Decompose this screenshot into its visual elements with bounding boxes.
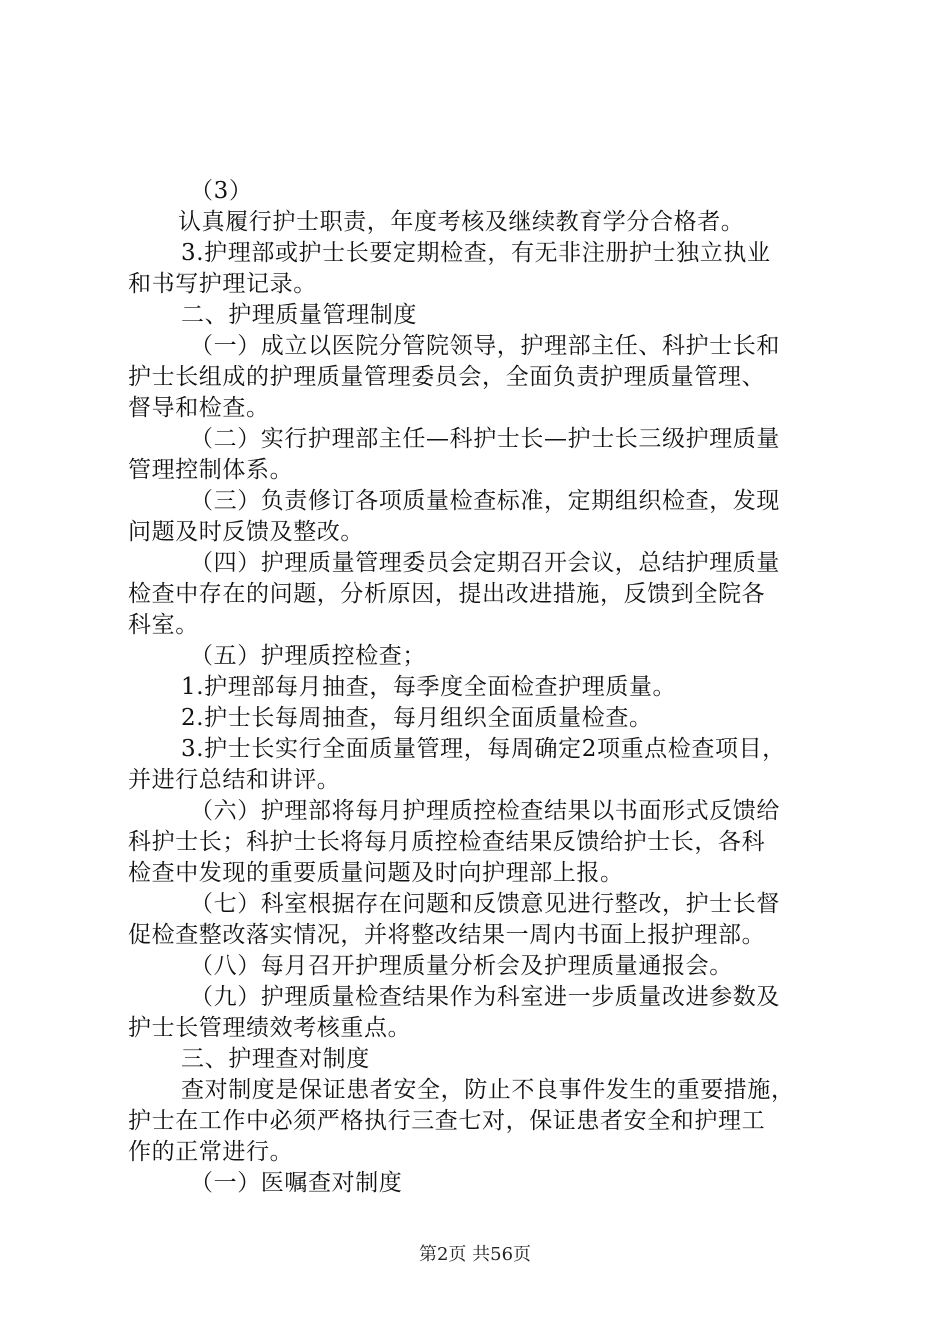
text-line: （四）护理质量管理委员会定期召开会议，总结护理质量: [190, 550, 780, 576]
text-line: 1.护理部每月抽查，每季度全面检查护理质量。: [181, 674, 677, 700]
text-line: （一）医嘱查对制度: [190, 1170, 403, 1196]
text-line: 和书写护理记录。: [128, 271, 317, 297]
text-line: 作的正常进行。: [128, 1139, 294, 1165]
text-line: （五）护理质控检查；: [190, 643, 426, 669]
text-line: 检查中发现的重要质量问题及时向护理部上报。: [128, 860, 624, 886]
text-line: （八）每月召开护理质量分析会及护理质量通报会。: [190, 953, 733, 979]
text-line: 护士长组成的护理质量管理委员会，全面负责护理质量管理、: [128, 364, 766, 390]
page-number-footer: 第2页 共56页: [418, 1244, 532, 1265]
text-line: （3）: [190, 178, 253, 204]
text-line: （七）科室根据存在问题和反馈意见进行整改，护士长督: [190, 891, 780, 917]
text-line: 检查中存在的问题，分析原因，提出改进措施，反馈到全院各: [128, 581, 766, 607]
text-line: 科室。: [128, 612, 199, 638]
text-line: 促检查整改落实情况，并将整改结果一周内书面上报护理部。: [128, 922, 766, 948]
text-line: （二）实行护理部主任—科护士长—护士长三级护理质量: [190, 426, 780, 452]
text-line: 护士长管理绩效考核重点。: [128, 1015, 412, 1041]
text-line: （九）护理质量检查结果作为科室进一步质量改进参数及: [190, 984, 780, 1010]
text-line: 问题及时反馈及整改。: [128, 519, 364, 545]
text-line: 3.护士长实行全面质量管理，每周确定2项重点检查项目，: [181, 736, 786, 762]
text-line: 并进行总结和讲评。: [128, 767, 341, 793]
section-heading: 三、护理查对制度: [181, 1046, 370, 1072]
text-line: （一）成立以医院分管院领导，护理部主任、科护士长和: [190, 333, 780, 359]
text-line: 护士在工作中必须严格执行三查七对，保证患者安全和护理工: [128, 1108, 766, 1134]
section-heading: 二、护理质量管理制度: [181, 302, 417, 328]
text-line: （三）负责修订各项质量检查标准，定期组织检查，发现: [190, 488, 780, 514]
text-line: 3.护理部或护士长要定期检查，有无非注册护士独立执业: [181, 240, 771, 266]
text-line: 科护士长；科护士长将每月质控检查结果反馈给护士长，各科: [128, 829, 766, 855]
text-line: 查对制度是保证患者安全，防止不良事件发生的重要措施，: [181, 1077, 795, 1103]
text-line: 2.护士长每周抽查，每月组织全面质量检查。: [181, 705, 653, 731]
text-line: 管理控制体系。: [128, 457, 294, 483]
text-line: 督导和检查。: [128, 395, 270, 421]
text-line: 认真履行护士职责，年度考核及继续教育学分合格者。: [178, 209, 745, 235]
document-body: [128, 176, 838, 1199]
text-line: （六）护理部将每月护理质控检查结果以书面形式反馈给: [190, 798, 780, 824]
